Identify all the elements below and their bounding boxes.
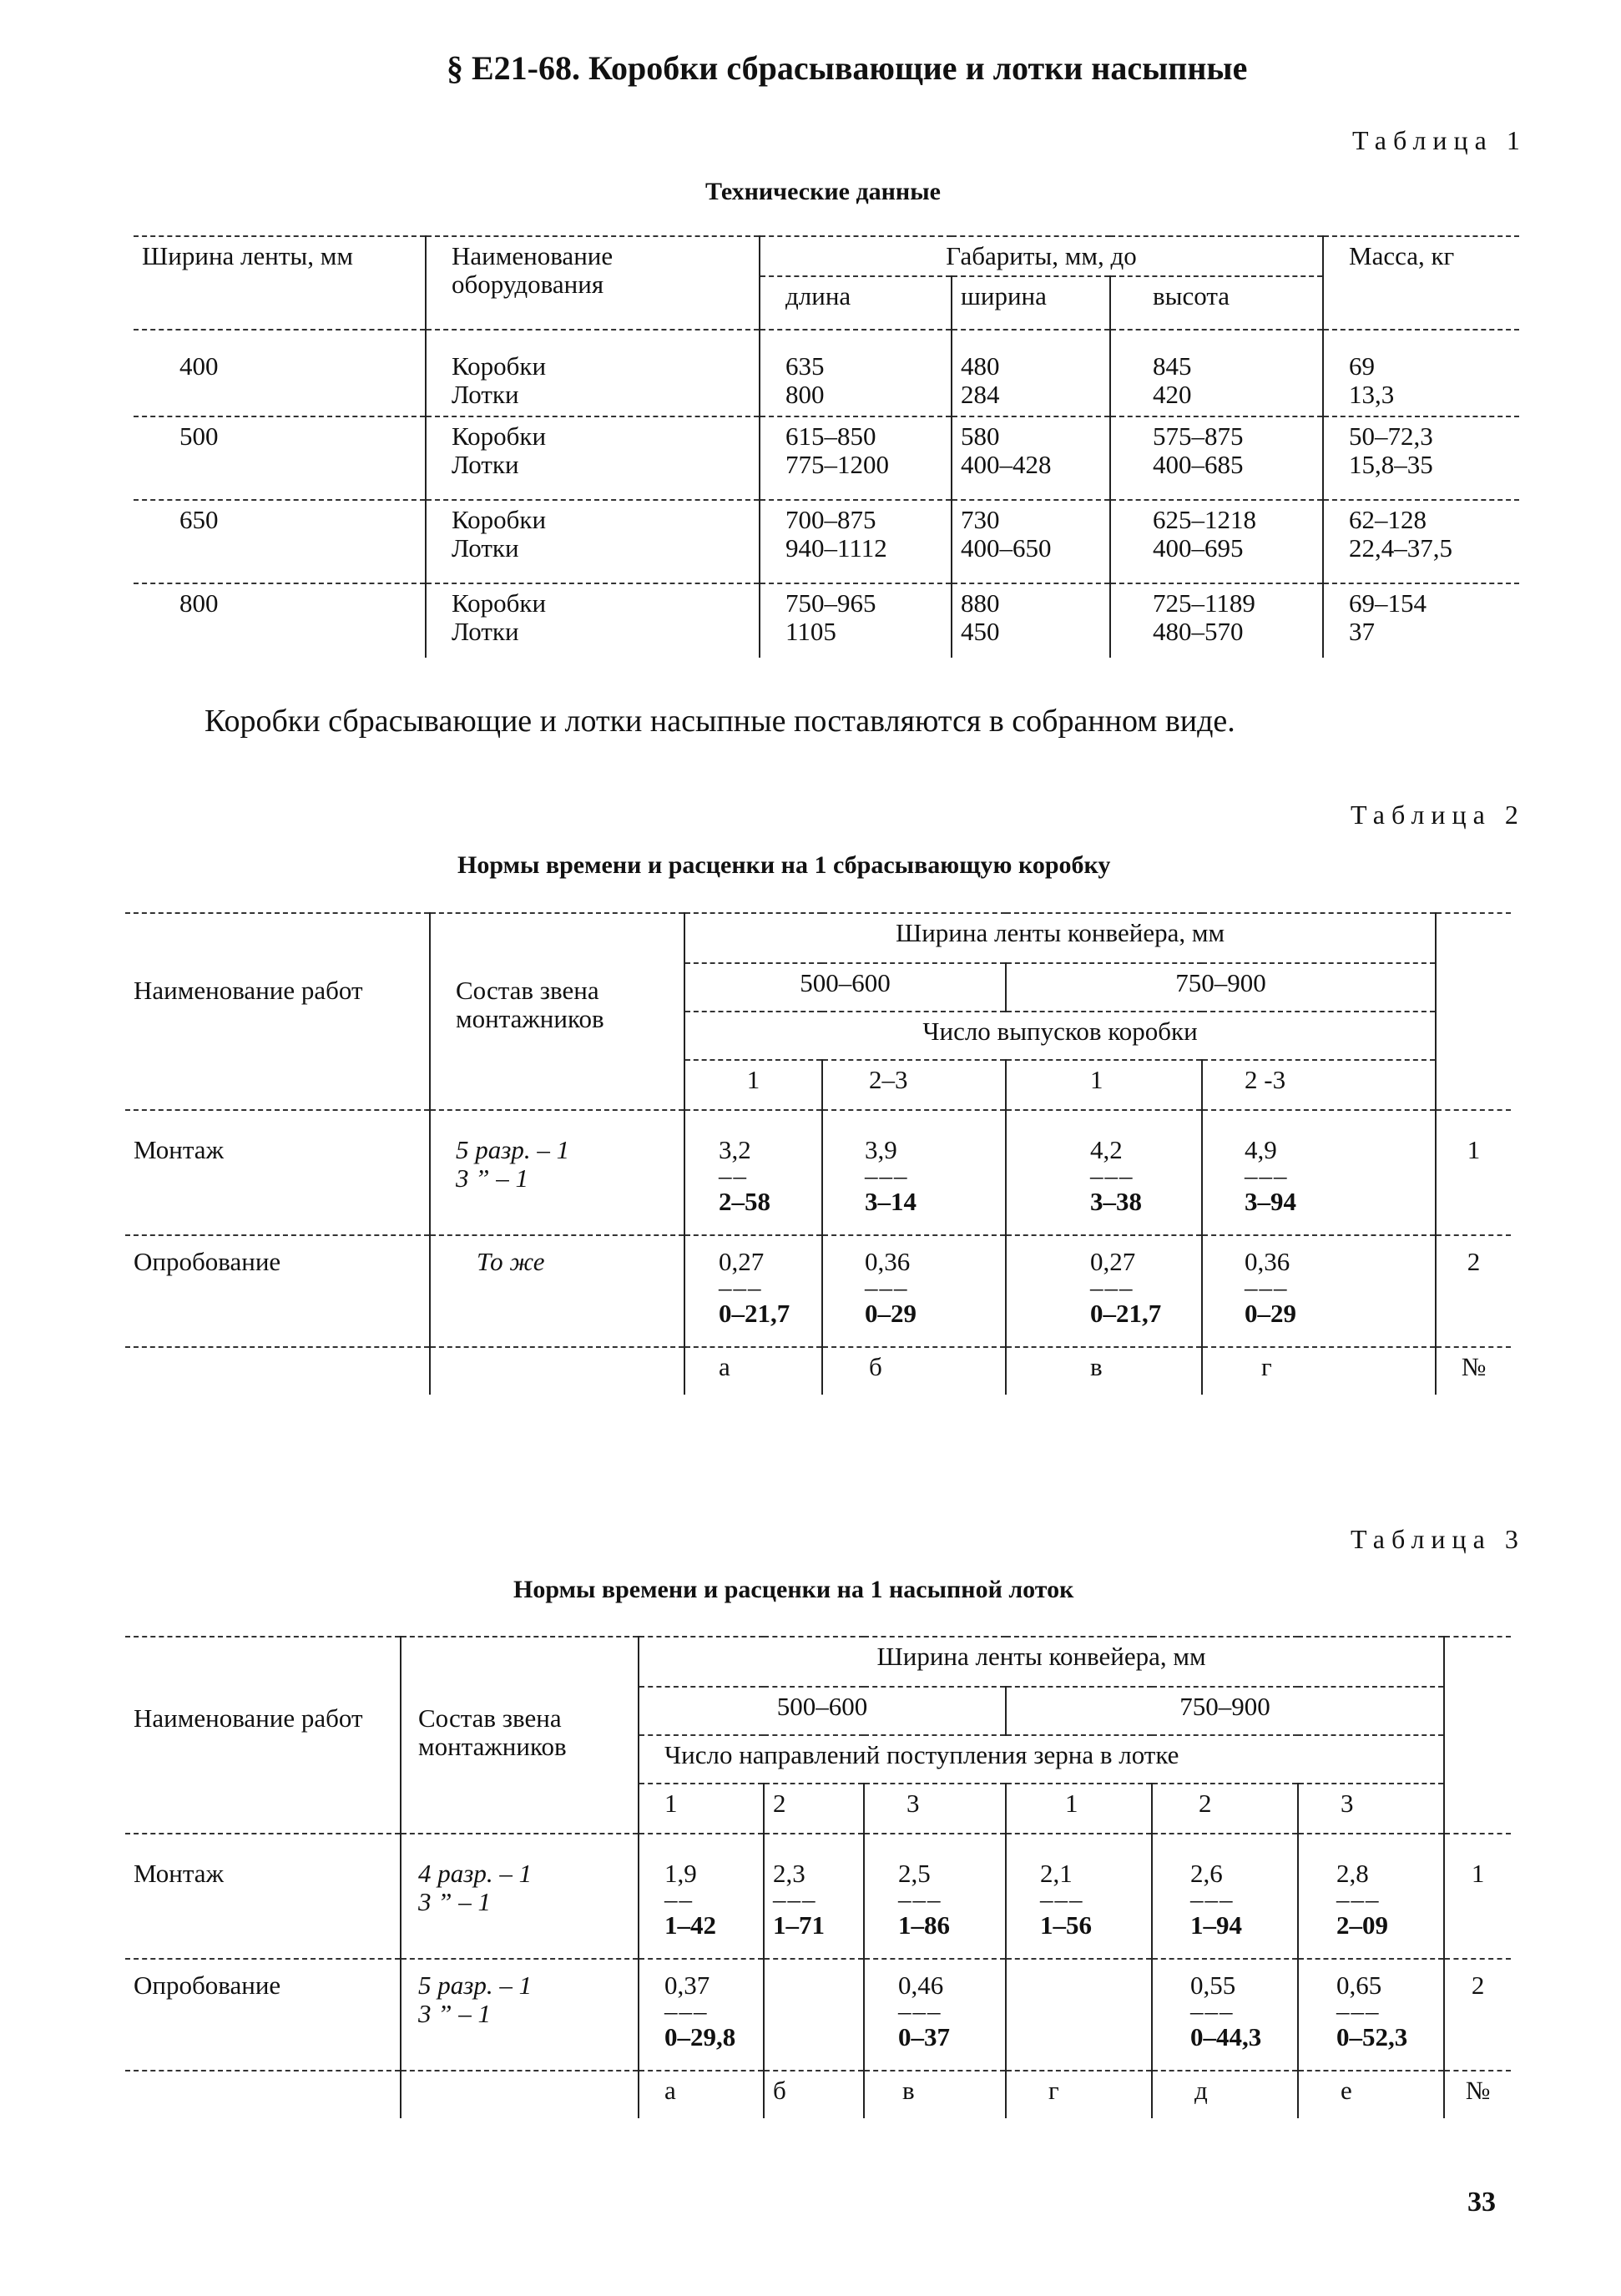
t3-rate-cell: 0–29,8 (664, 2021, 736, 2051)
t2-rate-cell: 0–29 (865, 1298, 917, 1328)
t2-rate-cell: 0–21,7 (1090, 1298, 1162, 1328)
t3-time-cell: 2,3 (773, 1859, 805, 1888)
t1-mass-cell: 50–72,3 (1349, 421, 1433, 452)
table2-norms-box (125, 912, 1511, 1395)
t2-footer-d: г (1202, 1347, 1436, 1395)
table-row (134, 583, 1519, 658)
t1-mass-cell: 62–128 (1349, 505, 1427, 535)
t2-time-cell: 3,2 (719, 1135, 751, 1164)
t3-footer-f: е (1298, 2071, 1444, 2118)
t1-mass-cell: 13,3 (1349, 380, 1395, 410)
section-title: § Е21-68. Коробки сбрасывающие и лотки насыпные (447, 49, 1248, 87)
t2-sub-2-3b: 2 -3 (1202, 1060, 1436, 1110)
t3-sub-1: 1 (639, 1784, 764, 1834)
t1-header-breadth: ширина (952, 276, 1110, 330)
t3-footer-c: в (864, 2071, 1006, 2118)
t1-header-dims: Габариты, мм, до (760, 236, 1323, 276)
delivery-note: Коробки сбрасывающие и лотки насыпные поставляются в собранном виде. (205, 704, 1235, 739)
table3-caption: Нормы времени и расценки на 1 насыпной лоток (513, 1576, 1074, 1603)
t1-name-cell: Лотки (452, 450, 519, 480)
table-row: Монтаж 4 разр. – 1 3 ” – 1 1,9 –– 1–42 2,3 ––– 1–71 2,5 ––– 1–86 2,1 ––– 1–56 2,6 ––– 1–94 2,8 ––– 2–09 1 (125, 1834, 1511, 1959)
table1-label: Таблица 1 (1352, 125, 1527, 155)
t1-length-cell: 1105 (785, 617, 836, 647)
t2-work-cell: Монтаж (125, 1110, 430, 1235)
table-row: Опробование То же 0,27 ––– 0–21,7 0,36 ––– 0–29 0,27 ––– 0–21,7 0,36 ––– 0–29 2 (125, 1235, 1511, 1347)
t1-breadth-cell: 284 (961, 380, 1000, 410)
page-number: 33 (1467, 2187, 1496, 2218)
t3-header-blank (1444, 1637, 1511, 1834)
table3-label: Таблица 3 (1351, 1524, 1525, 1554)
t1-length-cell: 800 (785, 380, 825, 410)
t3-row-number: 2 (1471, 1971, 1485, 2000)
t3-crew-cell: 4 разр. – 1 (418, 1859, 533, 1888)
t3-row-number: 1 (1471, 1859, 1485, 1888)
t3-footer-a: а (639, 2071, 764, 2118)
t1-height-cell: 400–695 (1153, 533, 1244, 563)
t1-breadth-cell: 580 (961, 421, 1000, 452)
t2-rate-cell: 0–21,7 (719, 1298, 790, 1328)
t3-time-cell: 2,1 (1040, 1859, 1073, 1888)
t1-breadth-cell: 730 (961, 505, 1000, 535)
t2-crew-cell: То же (477, 1247, 545, 1276)
t1-height-cell: 400–685 (1153, 450, 1244, 480)
t3-time-cell: 2,5 (898, 1859, 931, 1888)
table-row: Опробование 5 разр. – 1 3 ” – 1 0,37 ––– 0–29,8 0,46 ––– 0–37 0,55 ––– 0–44,3 0,65 ––– 0–52,3 2 (125, 1959, 1511, 2071)
t1-height-cell: 725–1189 (1153, 588, 1255, 618)
table2-caption: Нормы времени и расценки на 1 сбрасывающую коробку (457, 851, 1111, 879)
t3-footer-blank (125, 2071, 401, 2118)
t1-length-cell: 750–965 (785, 588, 876, 618)
t3-rate-cell: 2–09 (1336, 1910, 1388, 1940)
t2-footer-b: б (822, 1347, 1006, 1395)
t3-time-cell: 2,6 (1190, 1859, 1223, 1888)
t2-crew-cell: 3 ” – 1 (456, 1163, 528, 1193)
t2-rate-cell: 3–14 (865, 1186, 917, 1216)
t3-work-cell: Монтаж (125, 1834, 401, 1959)
t1-name-cell: Лотки (452, 380, 519, 410)
t3-rate-cell: 0–44,3 (1190, 2021, 1262, 2051)
t1-name-cell: Коробки (452, 421, 547, 452)
t1-breadth-cell: 450 (961, 617, 1000, 647)
t2-footer-blank (125, 1347, 430, 1395)
t1-width-cell: 650 (134, 500, 426, 583)
t2-rate-cell: 3–94 (1245, 1186, 1296, 1216)
t2-time-cell: 0,27 (719, 1247, 765, 1276)
table-footer-row (125, 2071, 1511, 2118)
t3-time-cell: 1,9 (664, 1859, 697, 1888)
t1-length-cell: 635 (785, 351, 825, 381)
t3-sub-3b: 3 (1298, 1784, 1444, 1834)
table2-label: Таблица 2 (1351, 800, 1525, 830)
t1-height-cell: 625–1218 (1153, 505, 1256, 535)
t3-footer-e: д (1152, 2071, 1298, 2118)
t1-width-cell: 400 (134, 330, 426, 416)
t3-rate-cell: 1–71 (773, 1910, 825, 1940)
t3-header-belt: Ширина ленты конвейера, мм (639, 1637, 1444, 1687)
t2-header-blank (1436, 913, 1511, 1110)
t2-header-work: Наименование работ (125, 913, 430, 1110)
t3-rate-cell: 1–94 (1190, 1910, 1242, 1940)
t2-header-belt: Ширина ленты конвейера, мм (684, 913, 1436, 963)
t2-time-cell: 0,36 (1245, 1247, 1290, 1276)
t2-group-750-900: 750–900 (1006, 963, 1436, 1012)
t1-height-cell: 845 (1153, 351, 1192, 381)
t2-crew-cell: 5 разр. – 1 (456, 1135, 570, 1164)
t1-length-cell: 700–875 (785, 505, 876, 535)
table1-technical-data (134, 235, 1519, 658)
table-row: Монтаж 5 разр. – 1 3 ” – 1 3,2 –– 2–58 3,9 ––– 3–14 4,2 ––– 3–38 4,9 ––– 3–94 1 (125, 1110, 1511, 1235)
t1-mass-cell: 22,4–37,5 (1349, 533, 1453, 563)
t1-header-width: Ширина ленты, мм (134, 236, 426, 330)
t1-header-mass: Масса, кг (1323, 236, 1519, 330)
t3-group-750-900: 750–900 (1006, 1687, 1444, 1735)
t1-name-cell: Лотки (452, 617, 519, 647)
t3-rate-cell: 1–86 (898, 1910, 950, 1940)
t1-height-cell: 420 (1153, 380, 1192, 410)
t1-height-cell: 480–570 (1153, 617, 1244, 647)
t1-length-cell: 775–1200 (785, 450, 889, 480)
t2-row-number: 1 (1467, 1135, 1481, 1164)
t2-header-outlets: Число выпусков коробки (684, 1012, 1436, 1060)
t3-footer-no: № (1465, 2076, 1491, 2105)
table3-norms-chute (125, 1636, 1511, 2118)
t2-sub-1b: 1 (1006, 1060, 1202, 1110)
t2-time-cell: 0,36 (865, 1247, 911, 1276)
t3-sub-1b: 1 (1006, 1784, 1152, 1834)
t3-work-cell: Опробование (125, 1959, 401, 2071)
t1-mass-cell: 69 (1349, 351, 1376, 381)
t2-work-cell: Опробование (125, 1235, 430, 1347)
t1-length-cell: 615–850 (785, 421, 876, 452)
t2-time-cell: 0,27 (1090, 1247, 1136, 1276)
t2-footer-blank (430, 1347, 684, 1395)
t3-header-work: Наименование работ (125, 1637, 401, 1834)
t3-empty-cell (764, 1959, 864, 2071)
t1-mass-cell: 69–154 (1349, 588, 1427, 618)
t3-sub-2: 2 (764, 1784, 864, 1834)
t3-header-directions: Число направлений поступления зерна в лотке (639, 1735, 1444, 1784)
t1-width-cell: 500 (134, 416, 426, 500)
t3-time-cell: 0,65 (1336, 1971, 1382, 2000)
table1-caption: Технические данные (705, 178, 941, 205)
t3-footer-b: б (764, 2071, 864, 2118)
t2-time-cell: 4,9 (1245, 1135, 1277, 1164)
t1-breadth-cell: 400–650 (961, 533, 1052, 563)
table-row (134, 416, 1519, 500)
t2-rate-cell: 0–29 (1245, 1298, 1296, 1328)
t3-footer-blank (401, 2071, 639, 2118)
t3-rate-cell: 0–37 (898, 2021, 950, 2051)
t1-name-cell: Лотки (452, 533, 519, 563)
t2-footer-c: в (1006, 1347, 1202, 1395)
t3-time-cell: 2,8 (1336, 1859, 1369, 1888)
t1-mass-cell: 37 (1349, 617, 1376, 647)
table-footer-row (125, 1347, 1511, 1395)
table-row (134, 500, 1519, 583)
t1-length-cell: 940–1112 (785, 533, 887, 563)
t2-footer-a: а (684, 1347, 822, 1395)
t3-crew-cell: 3 ” – 1 (418, 1999, 491, 2029)
t2-sub-2-3: 2–3 (822, 1060, 1006, 1110)
t2-header-crew: Состав звена монтажников (430, 913, 684, 1110)
t3-footer-d: г (1006, 2071, 1152, 2118)
t1-name-cell: Коробки (452, 505, 547, 535)
t2-row-number: 2 (1467, 1247, 1481, 1276)
t2-group-500-600: 500–600 (684, 963, 1006, 1012)
t2-time-cell: 3,9 (865, 1135, 897, 1164)
t1-breadth-cell: 400–428 (961, 450, 1052, 480)
t2-footer-no: № (1461, 1352, 1487, 1381)
t2-sub-1: 1 (684, 1060, 822, 1110)
t2-rate-cell: 3–38 (1090, 1186, 1142, 1216)
t1-name-cell: Коробки (452, 588, 547, 618)
t3-rate-cell: 1–56 (1040, 1910, 1092, 1940)
t3-header-crew: Состав звена монтажников (401, 1637, 639, 1834)
t1-breadth-cell: 480 (961, 351, 1000, 381)
t3-empty-cell (1006, 1959, 1152, 2071)
t1-height-cell: 575–875 (1153, 421, 1244, 452)
t1-name-cell: Коробки (452, 351, 547, 381)
t3-rate-cell: 0–52,3 (1336, 2021, 1408, 2051)
t3-crew-cell: 5 разр. – 1 (418, 1971, 533, 2000)
t1-breadth-cell: 880 (961, 588, 1000, 618)
t2-rate-cell: 2–58 (719, 1186, 770, 1216)
t3-sub-3: 3 (864, 1784, 1006, 1834)
t3-rate-cell: 1–42 (664, 1910, 716, 1940)
t1-header-height: высота (1110, 276, 1323, 330)
t2-time-cell: 4,2 (1090, 1135, 1123, 1164)
t3-time-cell: 0,55 (1190, 1971, 1236, 2000)
t3-crew-cell: 3 ” – 1 (418, 1887, 491, 1917)
t1-width-cell: 800 (134, 583, 426, 658)
table-row (134, 330, 1519, 416)
t1-header-name: Наименование оборудования (426, 236, 760, 330)
t3-time-cell: 0,37 (664, 1971, 710, 2000)
t1-header-length: длина (760, 276, 952, 330)
t3-time-cell: 0,46 (898, 1971, 944, 2000)
t1-mass-cell: 15,8–35 (1349, 450, 1433, 480)
t3-group-500-600: 500–600 (639, 1687, 1006, 1735)
t3-sub-2b: 2 (1152, 1784, 1298, 1834)
